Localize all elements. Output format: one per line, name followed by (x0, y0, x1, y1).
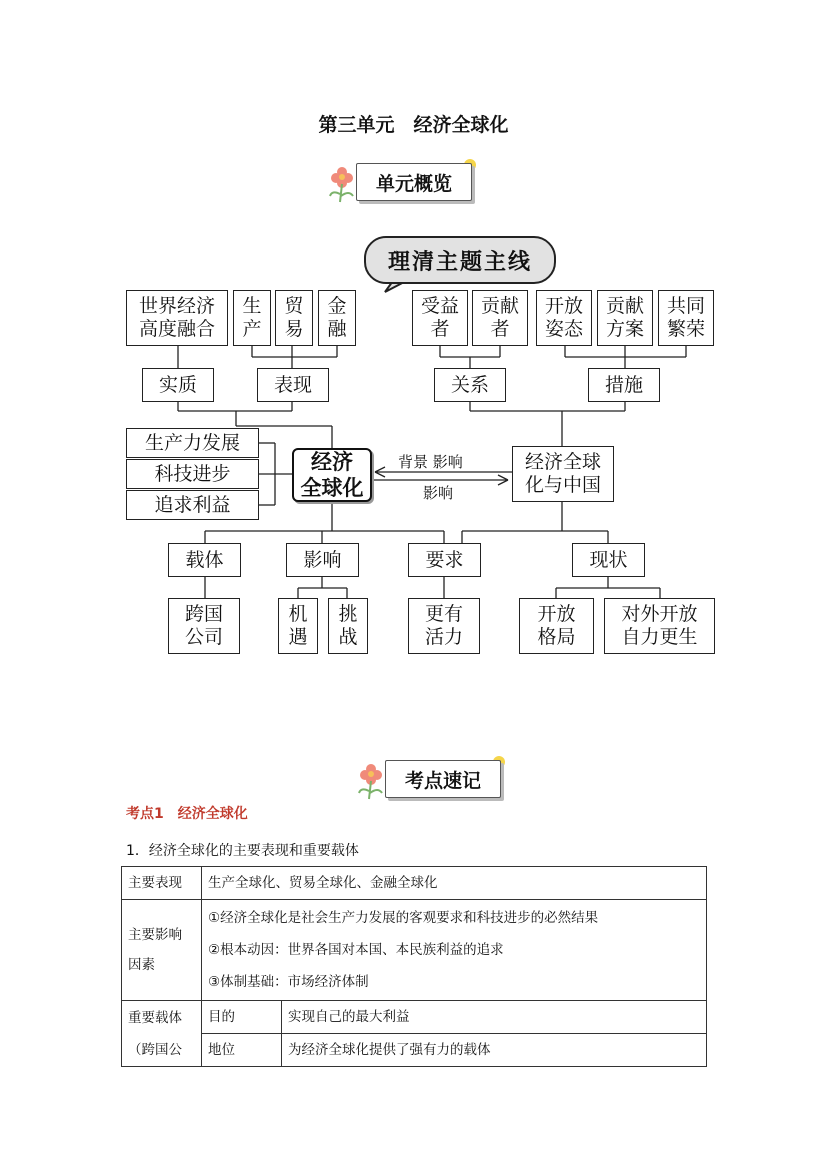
box-yaoqiu: 要求 (408, 543, 481, 577)
cell-value: 为经济全球化提供了强有力的载体 (282, 1034, 707, 1067)
box-china: 经济全球 化与中国 (512, 446, 614, 502)
table-row (122, 1001, 707, 1034)
cell-value: 实现自己的最大利益 (282, 1001, 707, 1034)
arrow-label-top: 背景 影响 (398, 453, 463, 471)
box-interest: 追求利益 (126, 490, 259, 520)
cell-key: 地位 (202, 1034, 282, 1067)
box-fangan: 贡献 方案 (597, 290, 653, 346)
box-jiyu: 机 遇 (278, 598, 318, 654)
box-yingxiang: 影响 (286, 543, 359, 577)
box-fanrong: 共同 繁荣 (658, 290, 714, 346)
banner-overview: 单元概览 (356, 163, 472, 201)
box-maoyi: 贸 易 (275, 290, 313, 346)
arrow-label-bottom: 影响 (423, 484, 454, 502)
cell-head: 主要影响 因素 (122, 900, 202, 1001)
table-row (122, 900, 707, 1001)
cell-key: 目的 (202, 1001, 282, 1034)
box-tiaozhan: 挑 战 (328, 598, 368, 654)
core-globalization: 经济 全球化 (292, 448, 372, 502)
box-ronghe: 世界经济 高度融合 (126, 290, 228, 346)
table-row (122, 1034, 707, 1067)
table-row (122, 867, 707, 900)
box-biaoxian: 表现 (257, 368, 329, 402)
box-shizhi: 实质 (142, 368, 214, 402)
knowledge-table (121, 866, 707, 1067)
page-title: 第三单元 经济全球化 (318, 114, 509, 136)
cell-head: 重要载体 （跨国公 (122, 1001, 202, 1067)
banner-points: 考点速记 (385, 760, 501, 798)
box-jinrong: 金 融 (318, 290, 356, 346)
cell-value: ①经济全球化是社会生产力发展的客观要求和科技进步的必然结果 ②根本动因：世界各国对本国、本民族利益的追求 ③体制基础：市场经济体制 (202, 900, 707, 1001)
kaodian-heading: 考点1 经济全球化 (126, 806, 248, 822)
cell-head: 主要表现 (122, 867, 202, 900)
box-cuoshi: 措施 (588, 368, 660, 402)
box-geju: 开放 格局 (519, 598, 594, 654)
box-xianzhuang: 现状 (572, 543, 645, 577)
box-tech: 科技进步 (126, 459, 259, 489)
box-kaifang: 开放 姿态 (536, 290, 592, 346)
theme-bubble: 理清主题主线 (364, 236, 556, 284)
box-duiwai: 对外开放 自力更生 (604, 598, 715, 654)
box-zaiti: 载体 (168, 543, 241, 577)
box-productivity: 生产力发展 (126, 428, 259, 458)
box-gongxian: 贡献 者 (472, 290, 528, 346)
box-shengchan: 生 产 (233, 290, 271, 346)
box-kuaguo: 跨国 公司 (168, 598, 240, 654)
box-shouyi: 受益 者 (412, 290, 468, 346)
box-guanxi: 关系 (434, 368, 506, 402)
cell-value: 生产全球化、贸易全球化、金融全球化 (202, 867, 707, 900)
question-heading: 1．经济全球化的主要表现和重要载体 (126, 843, 359, 859)
box-huoli: 更有 活力 (408, 598, 480, 654)
